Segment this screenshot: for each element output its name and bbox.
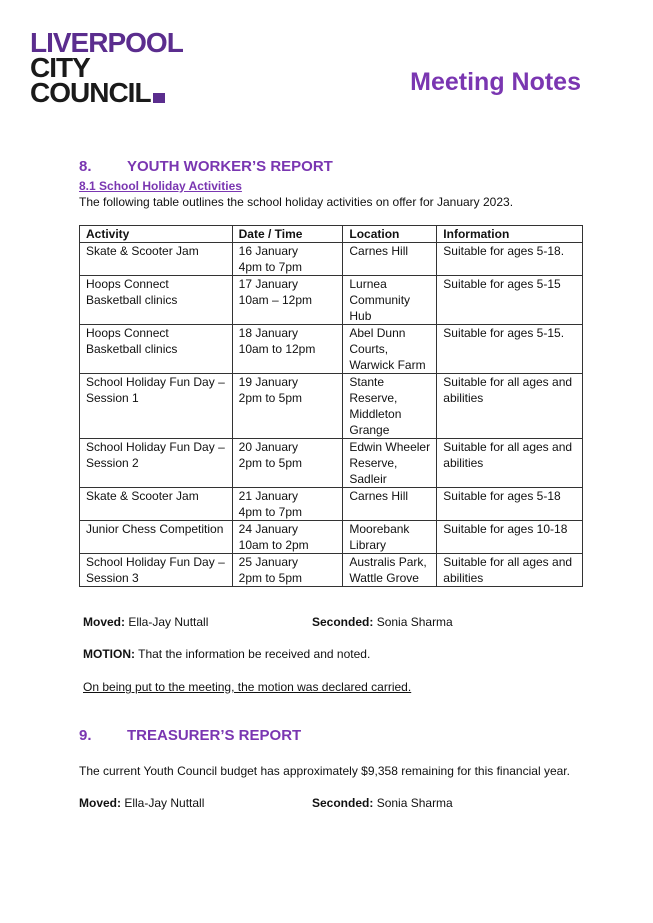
cell-line: Grange bbox=[349, 423, 390, 437]
seconded-name: Sonia Sharma bbox=[376, 615, 453, 629]
section-9-seconded bbox=[312, 796, 453, 810]
cell-line: Carnes Hill bbox=[349, 489, 409, 503]
column-header: Activity bbox=[80, 226, 233, 243]
table-cell-date bbox=[232, 521, 343, 554]
cell-line: Session 2 bbox=[86, 456, 139, 470]
cell-line: Community bbox=[349, 293, 411, 307]
table-row bbox=[80, 243, 583, 276]
table-header-row bbox=[80, 226, 583, 243]
table-cell-date bbox=[232, 554, 343, 587]
table-cell-location bbox=[343, 374, 437, 439]
section-9-number: 9. bbox=[79, 727, 92, 744]
table-cell-location bbox=[343, 276, 437, 325]
cell-line: 2pm to 5pm bbox=[238, 391, 303, 405]
moved-name: Ella-Jay Nuttall bbox=[124, 796, 205, 810]
cell-line: Suitable for all ages and bbox=[443, 440, 573, 454]
cell-line: Junior Chess Competition bbox=[86, 522, 224, 536]
page-title: Meeting Notes bbox=[410, 68, 581, 96]
column-header: Location bbox=[343, 226, 437, 243]
cell-line: Suitable for all ages and bbox=[443, 375, 573, 389]
table-cell-activity bbox=[80, 488, 233, 521]
cell-line: 17 January bbox=[238, 277, 299, 291]
section-8-title: YOUTH WORKER’S REPORT bbox=[127, 158, 333, 175]
table-cell-info bbox=[437, 325, 583, 374]
cell-line: Carnes Hill bbox=[349, 244, 409, 258]
section-8-seconded bbox=[312, 615, 453, 629]
table-cell-location bbox=[343, 521, 437, 554]
cell-line: School Holiday Fun Day – bbox=[86, 555, 225, 569]
column-header: Date / Time bbox=[232, 226, 343, 243]
cell-line: abilities bbox=[443, 456, 484, 470]
cell-line: Moorebank bbox=[349, 522, 410, 536]
section-8-moved bbox=[83, 615, 208, 629]
cell-line: School Holiday Fun Day – bbox=[86, 440, 225, 454]
cell-line: Hub bbox=[349, 309, 372, 323]
column-header: Information bbox=[437, 226, 583, 243]
table-row bbox=[80, 276, 583, 325]
section-8-heading bbox=[79, 158, 333, 175]
table-cell-date bbox=[232, 325, 343, 374]
table-cell-location bbox=[343, 554, 437, 587]
cell-line: abilities bbox=[443, 391, 484, 405]
table-cell-date bbox=[232, 374, 343, 439]
logo-line-2: CITY bbox=[30, 52, 90, 83]
moved-name: Ella-Jay Nuttall bbox=[128, 615, 209, 629]
cell-line: Library bbox=[349, 538, 387, 552]
table-cell-date bbox=[232, 488, 343, 521]
section-9-title: TREASURER’S REPORT bbox=[127, 727, 302, 744]
table-cell-activity bbox=[80, 325, 233, 374]
table-row bbox=[80, 439, 583, 488]
table-cell-info bbox=[437, 374, 583, 439]
cell-line: Suitable for ages 5-15. bbox=[443, 326, 565, 340]
cell-line: 2pm to 5pm bbox=[238, 456, 303, 470]
section-8-number: 8. bbox=[79, 158, 92, 175]
cell-line: Hoops Connect bbox=[86, 326, 169, 340]
table-cell-activity bbox=[80, 521, 233, 554]
cell-line: Suitable for all ages and bbox=[443, 555, 573, 569]
cell-line: Middleton bbox=[349, 407, 402, 421]
cell-line: Suitable for ages 5-18 bbox=[443, 489, 561, 503]
cell-line: Lurnea bbox=[349, 277, 387, 291]
cell-line: 21 January bbox=[238, 489, 299, 503]
cell-line: Abel Dunn bbox=[349, 326, 406, 340]
seconded-label: Seconded: bbox=[312, 615, 374, 629]
cell-line: 25 January bbox=[238, 555, 299, 569]
cell-line: Reserve, bbox=[349, 391, 398, 405]
table-cell-info bbox=[437, 521, 583, 554]
cell-line: Basketball clinics bbox=[86, 342, 178, 356]
cell-line: 20 January bbox=[238, 440, 299, 454]
cell-line: 19 January bbox=[238, 375, 299, 389]
seconded-label: Seconded: bbox=[312, 796, 374, 810]
cell-line: Courts, bbox=[349, 342, 389, 356]
cell-line: 18 January bbox=[238, 326, 299, 340]
table-row bbox=[80, 554, 583, 587]
cell-line: School Holiday Fun Day – bbox=[86, 375, 225, 389]
table-cell-location bbox=[343, 243, 437, 276]
cell-line: Australis Park, bbox=[349, 555, 427, 569]
section-8-intro: The following table outlines the school holiday activities on offer for January 2023. bbox=[79, 195, 514, 209]
cell-line: Skate & Scooter Jam bbox=[86, 244, 199, 258]
table-row bbox=[80, 374, 583, 439]
seconded-name: Sonia Sharma bbox=[376, 796, 453, 810]
table-row bbox=[80, 325, 583, 374]
table-cell-info bbox=[437, 554, 583, 587]
cell-line: 2pm to 5pm bbox=[238, 571, 303, 585]
logo-line-1: LIVERPOOL bbox=[30, 27, 183, 58]
section-9-heading bbox=[79, 727, 301, 744]
cell-line: 10am to 12pm bbox=[238, 342, 316, 356]
motion-text: That the information be received and noted. bbox=[138, 647, 371, 661]
section-9-moved bbox=[79, 796, 204, 810]
table-cell-info bbox=[437, 243, 583, 276]
cell-line: 10am to 2pm bbox=[238, 538, 309, 552]
table-row bbox=[80, 488, 583, 521]
cell-line: 16 January bbox=[238, 244, 299, 258]
cell-line: Stante bbox=[349, 375, 385, 389]
cell-line: Session 1 bbox=[86, 391, 139, 405]
cell-line: 4pm to 7pm bbox=[238, 260, 303, 274]
table-cell-location bbox=[343, 439, 437, 488]
cell-line: Skate & Scooter Jam bbox=[86, 489, 199, 503]
cell-line: Edwin Wheeler bbox=[349, 440, 431, 454]
table-cell-info bbox=[437, 276, 583, 325]
logo-line-3-text: COUNCIL bbox=[30, 77, 151, 108]
moved-label: Moved: bbox=[83, 615, 125, 629]
table-cell-activity bbox=[80, 374, 233, 439]
cell-line: Hoops Connect bbox=[86, 277, 169, 291]
table-cell-location bbox=[343, 488, 437, 521]
table-cell-location bbox=[343, 325, 437, 374]
table-cell-info bbox=[437, 439, 583, 488]
table-cell-date bbox=[232, 276, 343, 325]
cell-line: Sadleir bbox=[349, 472, 387, 486]
activities-table bbox=[79, 225, 583, 587]
section-8-1-subheading: 8.1 School Holiday Activities bbox=[79, 179, 242, 193]
table-cell-date bbox=[232, 439, 343, 488]
cell-line: 4pm to 7pm bbox=[238, 505, 303, 519]
cell-line: abilities bbox=[443, 571, 484, 585]
motion-label: MOTION: bbox=[83, 647, 135, 661]
section-8-motion bbox=[83, 647, 370, 661]
motion-carried: On being put to the meeting, the motion was declared carried. bbox=[83, 680, 412, 694]
activities-table-body bbox=[80, 243, 583, 587]
cell-line: 10am – 12pm bbox=[238, 293, 313, 307]
cell-line: 24 January bbox=[238, 522, 299, 536]
table-cell-info bbox=[437, 488, 583, 521]
cell-line: Warwick Farm bbox=[349, 358, 426, 372]
cell-line: Reserve, bbox=[349, 456, 398, 470]
cell-line: Suitable for ages 5-18. bbox=[443, 244, 565, 258]
table-row bbox=[80, 521, 583, 554]
council-logo bbox=[30, 27, 202, 110]
logo-line-3 bbox=[30, 77, 202, 108]
logo-mark-icon bbox=[153, 93, 165, 103]
section-9-text: The current Youth Council budget has approximately $9,358 remaining for this financial year. bbox=[79, 764, 570, 778]
table-cell-activity bbox=[80, 243, 233, 276]
table-cell-date bbox=[232, 243, 343, 276]
table-cell-activity bbox=[80, 439, 233, 488]
cell-line: Suitable for ages 10-18 bbox=[443, 522, 568, 536]
table-cell-activity bbox=[80, 554, 233, 587]
cell-line: Session 3 bbox=[86, 571, 139, 585]
cell-line: Suitable for ages 5-15 bbox=[443, 277, 561, 291]
moved-label: Moved: bbox=[79, 796, 121, 810]
cell-line: Basketball clinics bbox=[86, 293, 178, 307]
table-cell-activity bbox=[80, 276, 233, 325]
cell-line: Wattle Grove bbox=[349, 571, 419, 585]
